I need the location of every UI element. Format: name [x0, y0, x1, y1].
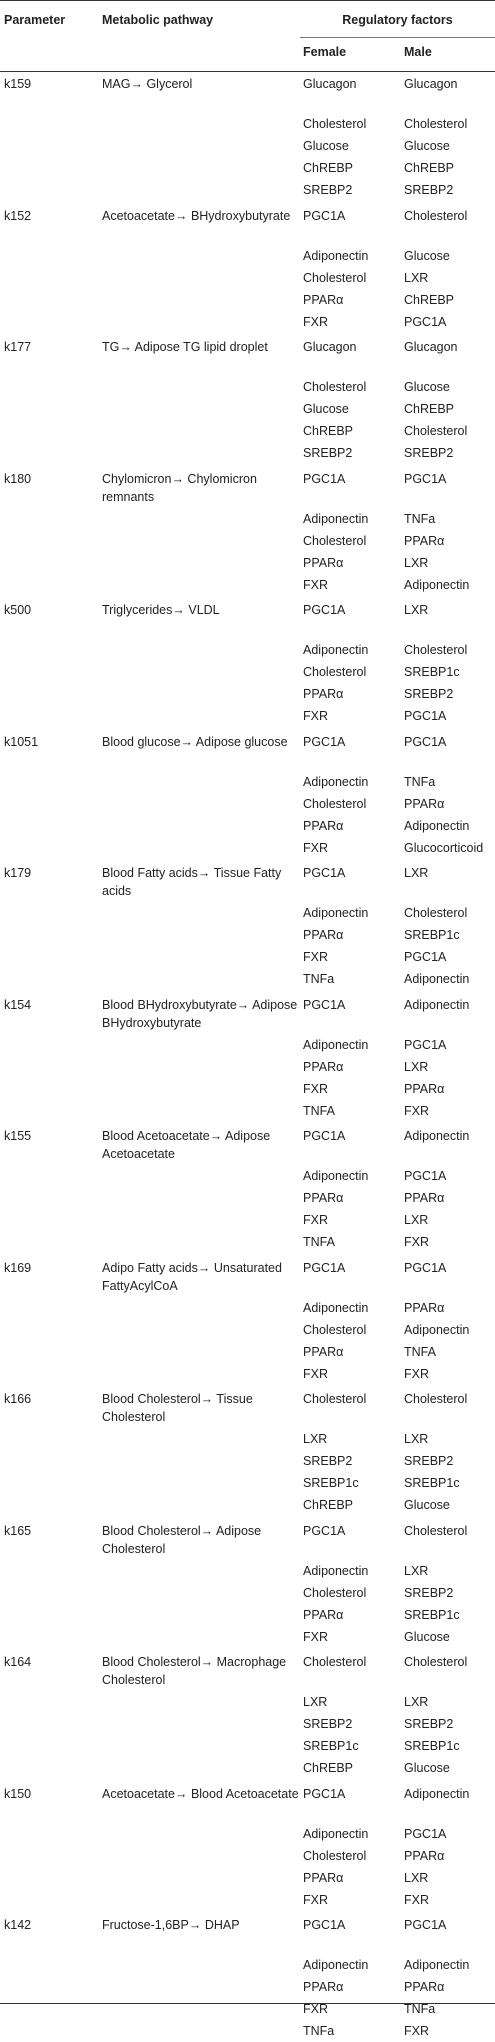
male-factor: SREBP2 [404, 446, 454, 460]
female-factor: Cholesterol [303, 796, 367, 811]
table-bottom-rule [0, 2003, 495, 2004]
female-factor: Adiponectin [303, 511, 369, 526]
pathway-cell: Blood Cholesterol→ Tissue Cholesterol [102, 1392, 253, 1424]
pathway-cell: Chylomicron→ Chylomicron remnants [102, 471, 257, 504]
male-factor: Glucose [404, 1629, 450, 1644]
header-pathway: Metabolic pathway [102, 13, 214, 27]
parameter-cell: k159 [4, 77, 32, 91]
male-factor: SREBP1c [404, 1476, 460, 1490]
parameter-cell: k142 [4, 1918, 32, 1932]
female-factor: SREBP2 [303, 446, 353, 460]
male-factor: PGC1A [404, 734, 447, 749]
male-factor: Adiponectin [404, 972, 470, 986]
male-factor: Glucose [404, 1761, 450, 1775]
female-factor: Adiponectin [303, 906, 369, 920]
pathway-cell: Adipo Fatty acids→ Unsaturated FattyAcylCoA [102, 1260, 282, 1293]
male-factor: PPARα [404, 1300, 445, 1315]
female-factor: PPARα [303, 687, 344, 701]
female-factor: TNFA [303, 1235, 335, 1249]
female-factor: PGC1A [303, 1129, 346, 1143]
female-factor: Cholesterol [303, 1322, 367, 1337]
parameter-cell: k1051 [4, 734, 39, 749]
female-factor: FXR [303, 709, 328, 723]
male-factor: SREBP2 [404, 687, 454, 701]
female-factor: Adiponectin [303, 1169, 369, 1183]
female-factor: PGC1A [303, 603, 346, 617]
male-factor: LXR [404, 1695, 429, 1709]
female-factor: FXR [303, 1366, 328, 1381]
male-factor: PGC1A [404, 1037, 447, 1052]
male-factor: LXR [404, 1432, 429, 1446]
male-factor: SREBP2 [404, 1717, 454, 1731]
male-factor: ChREBP [404, 161, 455, 175]
male-factor: Glucagon [404, 340, 458, 354]
female-factor: PPARα [303, 1344, 344, 1359]
female-factor: ChREBP [303, 1761, 354, 1775]
male-factor: PGC1A [404, 1260, 447, 1275]
female-factor: Adiponectin [303, 643, 369, 657]
female-factor: LXR [303, 1432, 328, 1446]
female-factor: PPARα [303, 1191, 344, 1205]
female-factor: PPARα [303, 1607, 344, 1622]
pathway-cell: Blood Cholesterol→ Adipose Cholesterol [102, 1523, 262, 1556]
female-factor: PPARα [303, 1980, 344, 1994]
male-factor: LXR [404, 1059, 429, 1074]
female-factor: Adiponectin [303, 248, 369, 263]
female-factor: Glucose [303, 402, 349, 416]
table-top-rule [0, 0, 495, 1]
male-factor: Adiponectin [404, 1958, 470, 1972]
male-factor: Cholesterol [404, 643, 468, 657]
male-factor: LXR [404, 555, 429, 570]
male-factor: LXR [404, 1870, 429, 1885]
male-factor: PGC1A [404, 314, 447, 329]
header-bottom-rule [0, 71, 495, 72]
male-factor: Glucose [404, 139, 450, 153]
parameter-cell: k177 [4, 340, 32, 354]
female-factor: Adiponectin [303, 774, 369, 789]
male-factor: FXR [404, 1103, 429, 1118]
female-factor: Cholesterol [303, 665, 367, 679]
male-factor: Cholesterol [404, 1392, 468, 1406]
male-factor: Adiponectin [404, 1129, 470, 1143]
female-factor: FXR [303, 1892, 328, 1907]
pathway-cell: Fructose-1,6BP→ DHAP [102, 1918, 240, 1932]
female-factor: SREBP2 [303, 1454, 353, 1468]
male-factor: SREBP2 [404, 183, 454, 197]
male-factor: Glucose [404, 380, 450, 394]
male-factor: Cholesterol [404, 906, 468, 920]
pathway-cell: Acetoacetate→ BHydroxybutyrate [102, 208, 291, 223]
male-factor: Adiponectin [404, 1786, 470, 1801]
female-factor: Adiponectin [303, 1037, 369, 1052]
female-factor: PGC1A [303, 1786, 346, 1801]
male-factor: PGC1A [404, 1169, 447, 1183]
female-factor: PGC1A [303, 471, 346, 486]
header-parameter: Parameter [4, 13, 66, 27]
female-factor: FXR [303, 1213, 328, 1227]
male-factor: TNFa [404, 2002, 436, 2016]
male-factor: Cholesterol [404, 1523, 468, 1538]
female-factor: PGC1A [303, 1918, 346, 1932]
male-factor: Adiponectin [404, 577, 470, 592]
male-factor: LXR [404, 1563, 429, 1578]
male-factor: Cholesterol [404, 117, 468, 131]
female-factor: PGC1A [303, 997, 346, 1012]
male-factor: SREBP2 [404, 1454, 454, 1468]
pathway-cell: Blood glucose→ Adipose glucose [102, 734, 288, 749]
female-factor: PPARα [303, 292, 344, 307]
female-factor: PGC1A [303, 208, 346, 223]
pathway-cell: TG→ Adipose TG lipid droplet [102, 340, 268, 354]
female-factor: FXR [303, 577, 328, 592]
female-factor: PGC1A [303, 1260, 346, 1275]
female-factor: Adiponectin [303, 1958, 369, 1972]
female-factor: Cholesterol [303, 380, 367, 394]
header-male: Male [404, 45, 432, 59]
parameter-cell: k179 [4, 866, 32, 880]
header-sub-rule [300, 37, 495, 38]
parameter-cell: k155 [4, 1129, 32, 1143]
male-factor: Adiponectin [404, 1322, 470, 1337]
male-factor: FXR [404, 2024, 429, 2038]
female-factor: Cholesterol [303, 1655, 367, 1669]
male-factor: FXR [404, 1235, 429, 1249]
female-factor: FXR [303, 950, 328, 964]
male-factor: Glucagon [404, 77, 458, 91]
female-factor: PGC1A [303, 1523, 346, 1538]
male-factor: PGC1A [404, 709, 447, 723]
parameter-cell: k150 [4, 1786, 32, 1801]
female-factor: Adiponectin [303, 1563, 369, 1578]
parameter-cell: k180 [4, 471, 32, 486]
female-factor: FXR [303, 1081, 328, 1096]
pathway-cell: Blood Fatty acids→ Tissue Fatty acids [102, 866, 282, 898]
male-factor: LXR [404, 1213, 429, 1227]
female-factor: Cholesterol [303, 1392, 367, 1406]
female-factor: LXR [303, 1695, 328, 1709]
pathway-cell: Blood Acetoacetate→ Adipose Acetoacetate [102, 1129, 271, 1161]
female-factor: TNFA [303, 1103, 335, 1118]
male-factor: Cholesterol [404, 424, 468, 438]
header-regulatory: Regulatory factors [342, 13, 453, 27]
female-factor: Cholesterol [303, 270, 367, 285]
female-factor: PPARα [303, 928, 344, 942]
female-factor: Glucagon [303, 77, 357, 91]
male-factor: Adiponectin [404, 818, 470, 833]
male-factor: FXR [404, 1366, 429, 1381]
parameter-cell: k500 [4, 603, 32, 617]
female-factor: Cholesterol [303, 117, 367, 131]
female-factor: PGC1A [303, 866, 346, 880]
male-factor: PGC1A [404, 1826, 447, 1841]
male-factor: PGC1A [404, 1918, 447, 1932]
female-factor: Adiponectin [303, 1826, 369, 1841]
male-factor: Glucose [404, 1498, 450, 1512]
male-factor: Cholesterol [404, 1655, 468, 1669]
female-factor: TNFa [303, 2024, 335, 2038]
male-factor: Adiponectin [404, 997, 470, 1012]
female-factor: PPARα [303, 1059, 344, 1074]
male-factor: SREBP1c [404, 665, 460, 679]
pathway-cell: Acetoacetate→ Blood Acetoacetate [102, 1786, 299, 1801]
parameter-cell: k154 [4, 997, 32, 1012]
male-factor: TNFa [404, 511, 436, 526]
female-factor: PPARα [303, 555, 344, 570]
male-factor: FXR [404, 1892, 429, 1907]
female-factor: SREBP1c [303, 1476, 359, 1490]
female-factor: SREBP2 [303, 183, 353, 197]
male-factor: PPARα [404, 533, 445, 548]
male-factor: ChREBP [404, 402, 455, 416]
female-factor: ChREBP [303, 424, 354, 438]
pathway-cell: Blood Cholesterol→ Macrophage Cholesterol [102, 1655, 287, 1687]
female-factor: Glucagon [303, 340, 357, 354]
male-factor: SREBP1c [404, 928, 460, 942]
female-factor: Adiponectin [303, 1300, 369, 1315]
male-factor: LXR [404, 866, 429, 880]
female-factor: FXR [303, 2002, 328, 2016]
pathway-cell: MAG→ Glycerol [102, 77, 193, 91]
male-factor: LXR [404, 603, 429, 617]
parameter-cell: k165 [4, 1523, 32, 1538]
male-factor: PPARα [404, 1848, 445, 1863]
female-factor: TNFa [303, 972, 335, 986]
male-factor: LXR [404, 270, 429, 285]
parameter-cell: k152 [4, 208, 32, 223]
female-factor: SREBP2 [303, 1717, 353, 1731]
male-factor: PGC1A [404, 950, 447, 964]
male-factor: SREBP1c [404, 1607, 460, 1622]
female-factor: PPARα [303, 1870, 344, 1885]
female-factor: ChREBP [303, 1498, 354, 1512]
male-factor: PPARα [404, 1191, 445, 1205]
male-factor: Cholesterol [404, 208, 468, 223]
parameter-cell: k164 [4, 1655, 32, 1669]
male-factor: Glucose [404, 248, 450, 263]
female-factor: Cholesterol [303, 1585, 367, 1600]
parameter-cell: k169 [4, 1260, 32, 1275]
pathway-cell: Blood BHydroxybutyrate→ Adipose BHydroxybutyrate [102, 997, 298, 1030]
female-factor: FXR [303, 840, 328, 855]
female-factor: Cholesterol [303, 1848, 367, 1863]
female-factor: PGC1A [303, 734, 346, 749]
female-factor: SREBP1c [303, 1739, 359, 1753]
pathway-cell: Triglycerides→ VLDL [102, 603, 220, 617]
female-factor: Cholesterol [303, 533, 367, 548]
male-factor: TNFa [404, 774, 436, 789]
female-factor: ChREBP [303, 161, 354, 175]
male-factor: ChREBP [404, 292, 455, 307]
male-factor: PPARα [404, 1980, 445, 1994]
male-factor: TNFA [404, 1344, 436, 1359]
female-factor: FXR [303, 314, 328, 329]
female-factor: FXR [303, 1629, 328, 1644]
male-factor: SREBP1c [404, 1739, 460, 1753]
parameter-cell: k166 [4, 1392, 32, 1406]
male-factor: PGC1A [404, 471, 447, 486]
female-factor: Glucose [303, 139, 349, 153]
header-female: Female [303, 45, 347, 59]
female-factor: PPARα [303, 818, 344, 833]
male-factor: SREBP2 [404, 1585, 454, 1600]
male-factor: PPARα [404, 796, 445, 811]
male-factor: PPARα [404, 1081, 445, 1096]
male-factor: Glucocorticoid [404, 840, 484, 855]
